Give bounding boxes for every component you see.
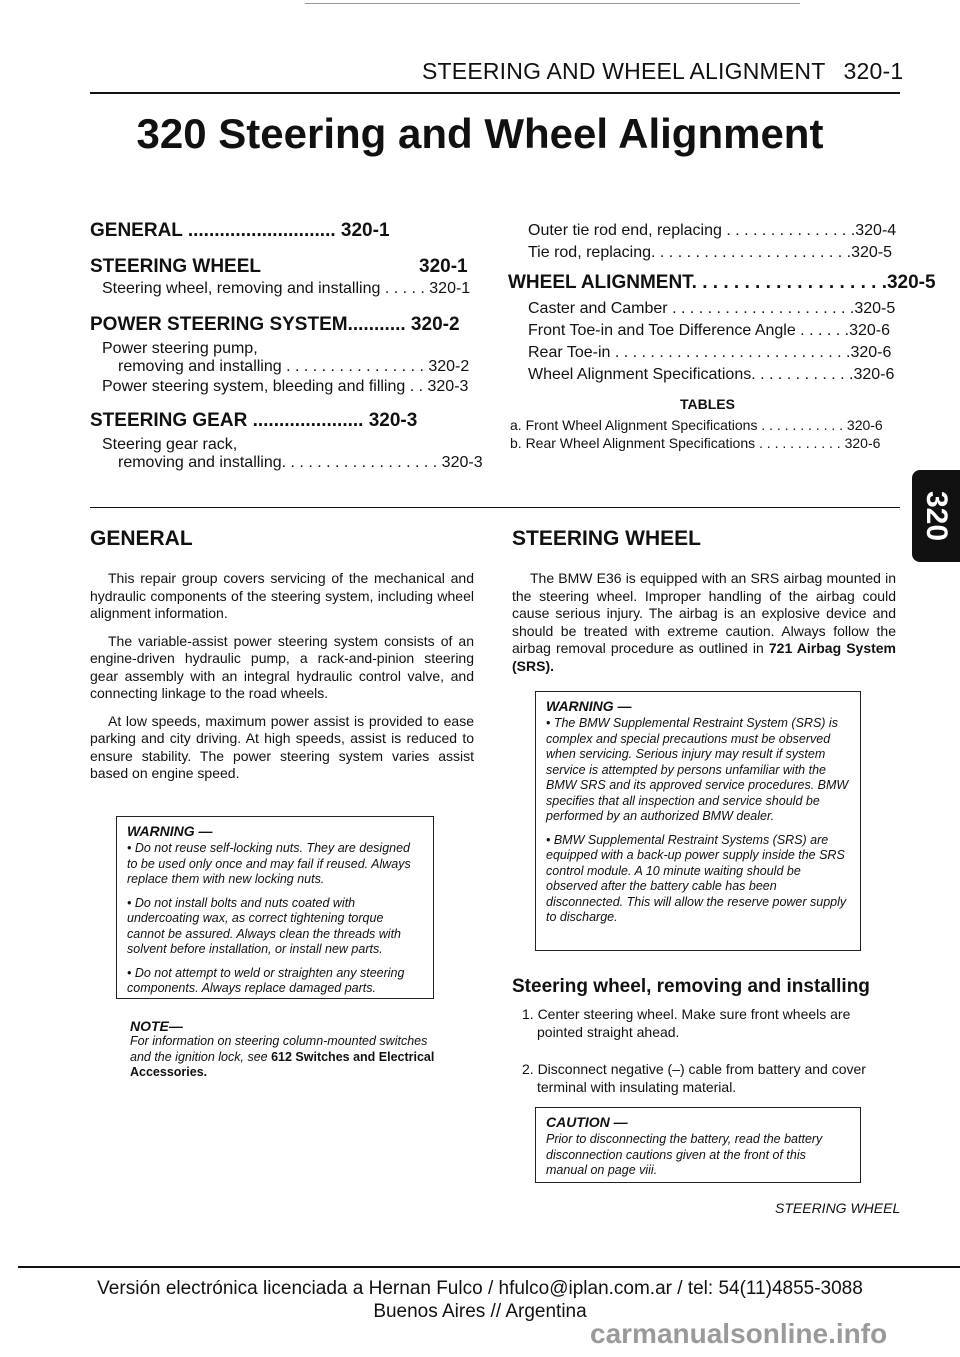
procedure-heading: Steering wheel, removing and installing: [512, 976, 870, 997]
srs-warning-box: [535, 691, 861, 951]
note-reference-link[interactable]: 612 Switches and Electrical Accessories.: [130, 1049, 435, 1079]
steering-wheel-heading: STEERING WHEEL: [512, 527, 702, 550]
toc-entry-tie-rod[interactable]: Tie rod, replacing. . . . . . . . . . . . . . . . . . . . . . .320-5: [528, 244, 892, 261]
note-body: For information on steering column-mounted switches and the ignition lock, see: [130, 1034, 428, 1064]
general-note: [130, 1018, 450, 1081]
table-entry-front[interactable]: a. Front Wheel Alignment Specifications . . . . . . . . . . . 320-6: [510, 417, 883, 433]
header-page-number: 320-1: [843, 58, 904, 84]
note-head: NOTE—: [130, 1018, 183, 1034]
toc-entry-power-steering[interactable]: POWER STEERING SYSTEM........... 320-2: [90, 314, 460, 335]
procedure-step: 2. Disconnect negative (–) cable from battery and cover terminal with insulating material.: [522, 1061, 866, 1095]
section-divider: [90, 507, 900, 508]
steering-wheel-body: [512, 570, 896, 675]
running-header: [422, 58, 903, 85]
general-paragraph: The variable-assist power steering system consists of an engine-driven hydraulic pump, a rack-and-pinion steering gear assembly with an integral hydraulic control valve, and connecting linkage to the road wheels.: [90, 632, 474, 701]
warning-head: WARNING —: [546, 698, 632, 714]
tables-list: [510, 416, 900, 456]
toc-entry-steering-wheel[interactable]: STEERING WHEEL 320-1: [90, 256, 468, 277]
caution-head: CAUTION —: [546, 1114, 628, 1130]
warning-item: • The BMW Supplemental Restraint System (SRS) is complex and special precautions must be observed when servicing. Serious injury may result if system service is attempted by persons unfamiliar with the BMW SRS and its approved service procedures. BMW specifies that all inspection and service should be performed by an authorized BMW dealer.: [546, 716, 849, 823]
caution-text: Prior to disconnecting the battery, read the battery disconnection cautions given at the front of this manual on page viii.: [546, 1132, 823, 1177]
warning-item: • Do not reuse self-locking nuts. They are designed to be used only once and may fail if reused. Always replace them with new locking nuts.: [127, 841, 411, 886]
site-watermark: carmanualsonline.info: [590, 1318, 888, 1349]
top-edge-rule: [305, 3, 800, 4]
page-title: 320 Steering and Wheel Alignment: [136, 110, 824, 157]
general-warning-box: [116, 816, 434, 999]
section-tab: [912, 470, 960, 562]
tables-heading: TABLES: [680, 396, 735, 412]
toc-entry-gear-rack[interactable]: Steering gear rack,: [102, 436, 238, 453]
license-watermark-line1: Versión electrónica licenciada a Hernan Fulco / hfulco@iplan.com.ar / tel: 54(11)4855-3088: [97, 1278, 863, 1299]
warning-item: • BMW Supplemental Restraint Systems (SRS) are equipped with a back-up power supply inside the SRS control module. A 10 minute waiting should be observed after the battery cable has been disconnected. This will allow the reserve power supply to discharge.: [546, 832, 847, 924]
toc-entry-rear-toe[interactable]: Rear Toe-in . . . . . . . . . . . . . . . . . . . . . . . . . . .320-6: [528, 344, 892, 361]
note-text: [130, 1034, 450, 1081]
general-body: [90, 570, 474, 783]
steering-wheel-paragraph: The BMW E36 is equipped with an SRS airbag mounted in the steering wheel. Improper handling of the airbag could cause serious injury. The airbag is an explosive device and should be treated with extreme caution. Always follow the airbag removal procedure as outlined in: [512, 570, 896, 656]
warning-head: WARNING —: [127, 823, 213, 839]
toc-entry-bleeding[interactable]: Power steering system, bleeding and filling . . 320-3: [102, 378, 469, 395]
toc-entry-front-toe[interactable]: Front Toe-in and Toe Difference Angle . . . . . .320-6: [528, 322, 890, 339]
airbag-reference-link[interactable]: 721 Airbag System (SRS).: [512, 640, 897, 674]
general-heading: GENERAL: [90, 527, 193, 550]
procedure-steps: [512, 1006, 896, 1096]
general-paragraph: This repair group covers servicing of the mechanical and hydraulic components of the steering system, including wheel alignment information.: [90, 570, 474, 621]
toc-entry-steering-wheel-remove[interactable]: Steering wheel, removing and installing . . . . . 320-1: [102, 280, 471, 297]
caution-box: [535, 1107, 861, 1183]
section-tab-label: 320: [920, 490, 953, 542]
general-paragraph: At low speeds, maximum power assist is provided to ease parking and city driving. At high speeds, assist is reduced to ensure stability. The power steering system varies assist based on engine speed.: [90, 712, 474, 781]
toc-entry-steering-gear[interactable]: STEERING GEAR ..................... 320-3: [90, 410, 418, 431]
toc-entry-pump-remove[interactable]: removing and installing . . . . . . . . . . . . . . . . 320-2: [118, 358, 470, 375]
header-rule: [90, 92, 900, 94]
toc-entry-caster-camber[interactable]: Caster and Camber . . . . . . . . . . . . . . . . . . . . .320-5: [528, 300, 896, 317]
toc-entry-gear-rack-remove[interactable]: removing and installing. . . . . . . . . . . . . . . . . . 320-3: [118, 454, 483, 471]
table-entry-rear[interactable]: b. Rear Wheel Alignment Specifications . . . . . . . . . . . 320-6: [510, 435, 881, 451]
watermark-rule: [18, 1266, 960, 1268]
footer-section-label: STEERING WHEEL: [775, 1200, 901, 1216]
toc-entry-wheel-alignment[interactable]: WHEEL ALIGNMENT. . . . . . . . . . . . . . . . . . .320-5: [508, 272, 936, 293]
toc-entry-outer-tie-rod[interactable]: Outer tie rod end, replacing . . . . . . . . . . . . . . .320-4: [528, 222, 897, 239]
header-section-title: STEERING AND WHEEL ALIGNMENT: [422, 58, 826, 84]
toc-entry-pump[interactable]: Power steering pump,: [102, 340, 258, 357]
license-watermark-line2: Buenos Aires // Argentina: [373, 1301, 587, 1322]
toc-entry-specs[interactable]: Wheel Alignment Specifications. . . . . . . . . . . .320-6: [528, 366, 895, 383]
warning-item: • Do not install bolts and nuts coated with undercoating wax, as correct tightening torque cannot be assured. Always clean the threads with solvent before installation, or install new parts.: [127, 895, 401, 956]
toc-left: [90, 220, 483, 482]
toc-entry-general[interactable]: GENERAL ............................ 320-1: [90, 220, 390, 241]
procedure-step: 1. Center steering wheel. Make sure front wheels are pointed straight ahead.: [522, 1006, 851, 1040]
warning-item: • Do not attempt to weld or straighten any steering components. Always replace damaged parts.: [127, 965, 405, 995]
